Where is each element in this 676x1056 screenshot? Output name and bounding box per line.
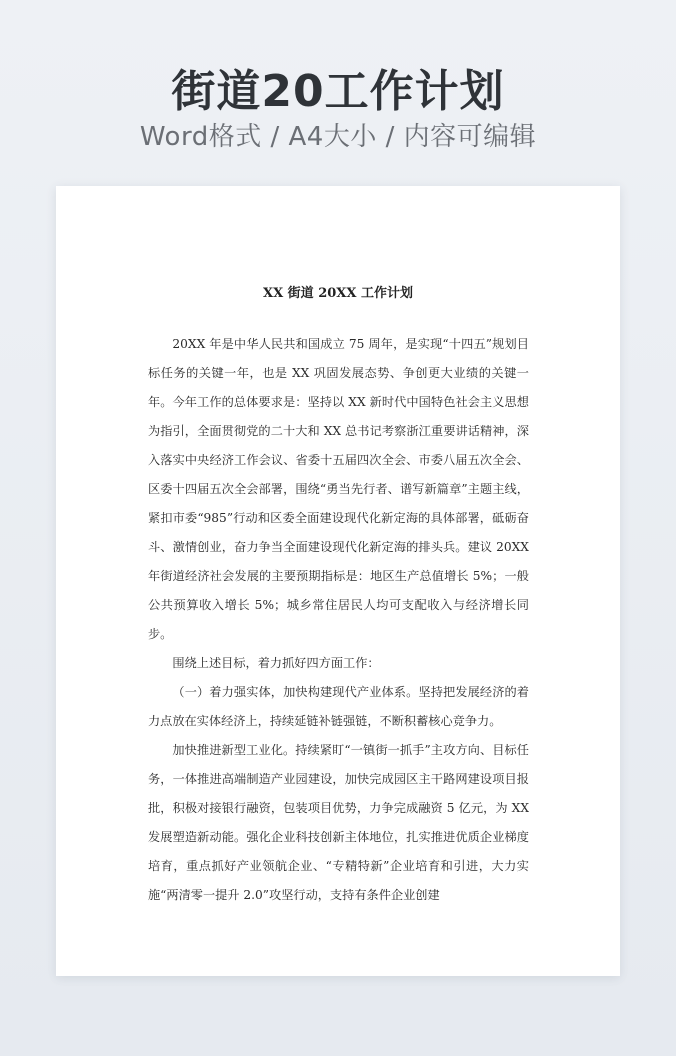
document-body — [148, 330, 529, 910]
banner-title: 街道20工作计划 — [171, 66, 505, 117]
banner-subtitle: Word格式 / A4大小 / 内容可编辑 — [139, 122, 537, 152]
paragraph-overview: 20XX 年是中华人民共和国成立 75 周年，是实现“十四五”规划目标任务的关键一年，也是 XX 巩固发展态势、争创更大业绩的关键一年。今年工作的总体要求是：坚持以 XX 新时代中国特色社会主义思想为指引，全面贯彻党的二十大和 XX 总书记考察浙江重要讲话精神，深入落实中央经济工作会议、省委十五届四次全会、市委八届五次全会、区委十四届五次全会部署，围绕“勇当先行者、谱写新篇章”主题主线，紧扣市委“985”行动和区委全面建设现代化新定海的具体部署，砥砺奋斗、激情创业，奋力争当全面建设现代化新定海的排头兵。建议 20XX 年街道经济社会发展的主要预期指标是：地区生产总值增长 5%；一般公共预算收入增长 5%；城乡常住居民人均可支配收入与经济增长同步。 — [148, 337, 529, 641]
document-title: XX 街道 20XX 工作计划 — [262, 286, 413, 301]
document-page — [56, 186, 620, 976]
paragraph-focus-intro: 围绕上述目标，着力抓好四方面工作： — [172, 656, 380, 670]
paragraph-section-one: （一）着力强实体，加快构建现代产业体系。坚持把发展经济的着力点放在实体经济上，持续延链补链强链，不断积蓄核心竞争力。 — [148, 685, 529, 728]
paragraph-industrialization: 加快推进新型工业化。持续紧盯“一镇街一抓手”主攻方向、目标任务，一体推进高端制造产业园建设，加快完成园区主干路网建设项目报批，积极对接银行融资，包装项目优势，力争完成融资 5 亿元，为 XX 发展塑造新动能。强化企业科技创新主体地位，扎实推进优质企业梯度培育，重点抓好产业领航企业、“专精特新”企业培育和引进，大力实施“两清零一提升 2.0”攻坚行动，支持有条件企业创建 — [148, 743, 529, 902]
